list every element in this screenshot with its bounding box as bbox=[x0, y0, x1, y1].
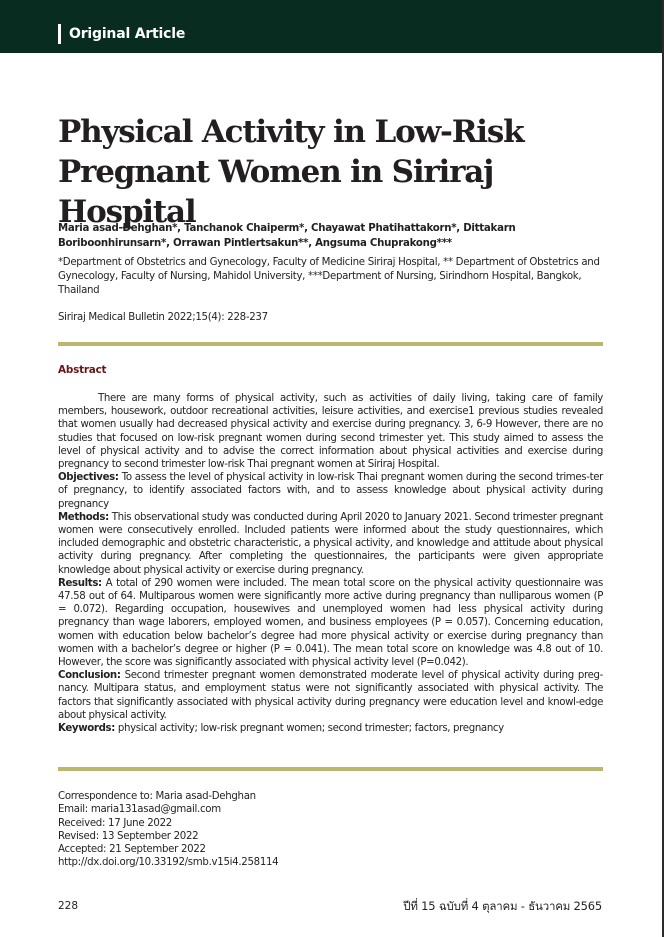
article-title: Physical Activity in Low-Risk Pregnant Women in Siriraj Hospital bbox=[58, 114, 524, 230]
accepted-date: Accepted: 21 September 2022 bbox=[58, 844, 206, 856]
abstract-keywords bbox=[58, 722, 603, 735]
journal-citation: Siriraj Medical Bulletin 2022;15(4): 228-237 bbox=[58, 312, 268, 323]
objectives-text: To assess the level of physical activity in low-risk Thai pregnant women during the second trimes-ter of pregnancy, to identify associated factors with, and to assess knowledge about physical activity during pregnancy bbox=[58, 472, 603, 510]
page-number: 228 bbox=[58, 900, 79, 912]
abstract-body bbox=[58, 392, 603, 735]
author-list: Maria asad-Dehghan*, Tanchanok Chaiperm*, Chayawat Phatihattakorn*, Dittakarn Boriboonhirunsarn*, Orrawan Pintlertsakun**, Angsuma Chuprakong*** bbox=[58, 223, 516, 249]
divider-rule bbox=[58, 342, 603, 346]
keywords-text: physical activity; low-risk pregnant women; second trimester; factors, pregnancy bbox=[114, 723, 504, 735]
section-label-results: Results: bbox=[58, 577, 102, 589]
correspondence-block bbox=[58, 790, 358, 870]
affiliations: *Department of Obstetrics and Gynecology, Faculty of Medicine Siriraj Hospital, ** Department of Obstetrics and Gynecology, Faculty of Nursing, Mahidol University, ***Department of Nursing, Sirindhorn Hospital, Bangkok, Thailand bbox=[58, 257, 600, 296]
abstract-conclusion bbox=[58, 669, 603, 722]
section-bar-decoration bbox=[58, 24, 61, 44]
section-label-text: Original Article bbox=[69, 26, 186, 42]
section-label-objectives: Objectives: bbox=[58, 472, 119, 484]
header-band bbox=[0, 0, 662, 53]
received-date: Received: 17 June 2022 bbox=[58, 817, 172, 829]
methods-text: This observational study was conducted during April 2020 to January 2021. Second trimester pregnant women were consecutively enrolled. Included patients were informed about the study questionnaires, which included demographic and obstetric characteristic, a physical activity, and knowledge and attitude about physical activity during pregnancy. After completing the questionnaires, the participants were given appropriate knowledge about physical activity or exercise during pregnancy. bbox=[58, 511, 603, 576]
section-label-keywords: Keywords: bbox=[58, 723, 115, 735]
abstract-objectives bbox=[58, 471, 603, 511]
issue-info: ปีที่ 15 ฉบับที่ 4 ตุลาคม - ธันวาคม 2565 bbox=[403, 899, 602, 913]
doi-link[interactable]: http://dx.doi.org/10.33192/smb.v15i4.258114 bbox=[58, 857, 279, 869]
abstract-methods bbox=[58, 511, 603, 577]
divider-rule bbox=[58, 767, 603, 771]
correspondence-email[interactable]: Email: maria131asad@gmail.com bbox=[58, 804, 221, 816]
section-label bbox=[58, 24, 185, 44]
section-label-conclusion: Conclusion: bbox=[58, 670, 121, 682]
correspondence-author: Correspondence to: Maria asad-Dehghan bbox=[58, 791, 256, 802]
abstract-intro: There are many forms of physical activity, such as activities of daily living, taking care of family members, housework, outdoor recreational activities, leisure activities, and exercise1 previous studies revealed that women usually had decreased physical activity and exercise during pregnancy. 3, 6-9 However, there are no studies that focused on low-risk pregnant women during second trimester yet. This study aimed to assess the level of physical activity and to advise the correct information about physical activities and exercise during pregnancy to second trimester low-risk Thai pregnant women at Siriraj Hospital. bbox=[58, 393, 603, 471]
abstract-heading: Abstract bbox=[58, 364, 107, 376]
abstract-results bbox=[58, 577, 603, 669]
section-label-methods: Methods: bbox=[58, 511, 109, 523]
results-text: A total of 290 women were included. The mean total score on the physical activity questionnaire was 47.58 out of 64. Multiparous women were significantly more active during pregnancy than nulliparous women (P = 0.072). Regarding occupation, housewives and unemployed women had less physical activity during pregnancy than wage laborers, employed women, and business employees (P = 0.057). Concerning education, women with education below bachelor’s degree had more physical activity or exercise during pregnancy than women with a bachelor’s degree or higher (P = 0.041). The mean total score on knowledge was 4.8 out of 10. However, the score was significantly associated with physical activity level (P=0.042). bbox=[58, 577, 603, 669]
conclusion-text: Second trimester pregnant women demonstrated moderate level of physical activity during preg-nancy. Multipara status, and employment status were not significantly associated with physical activity. The factors that significantly associated with physical activity during pregnancy were education level and knowl-edge about physical activity. bbox=[58, 670, 603, 721]
revised-date: Revised: 13 September 2022 bbox=[58, 830, 199, 842]
